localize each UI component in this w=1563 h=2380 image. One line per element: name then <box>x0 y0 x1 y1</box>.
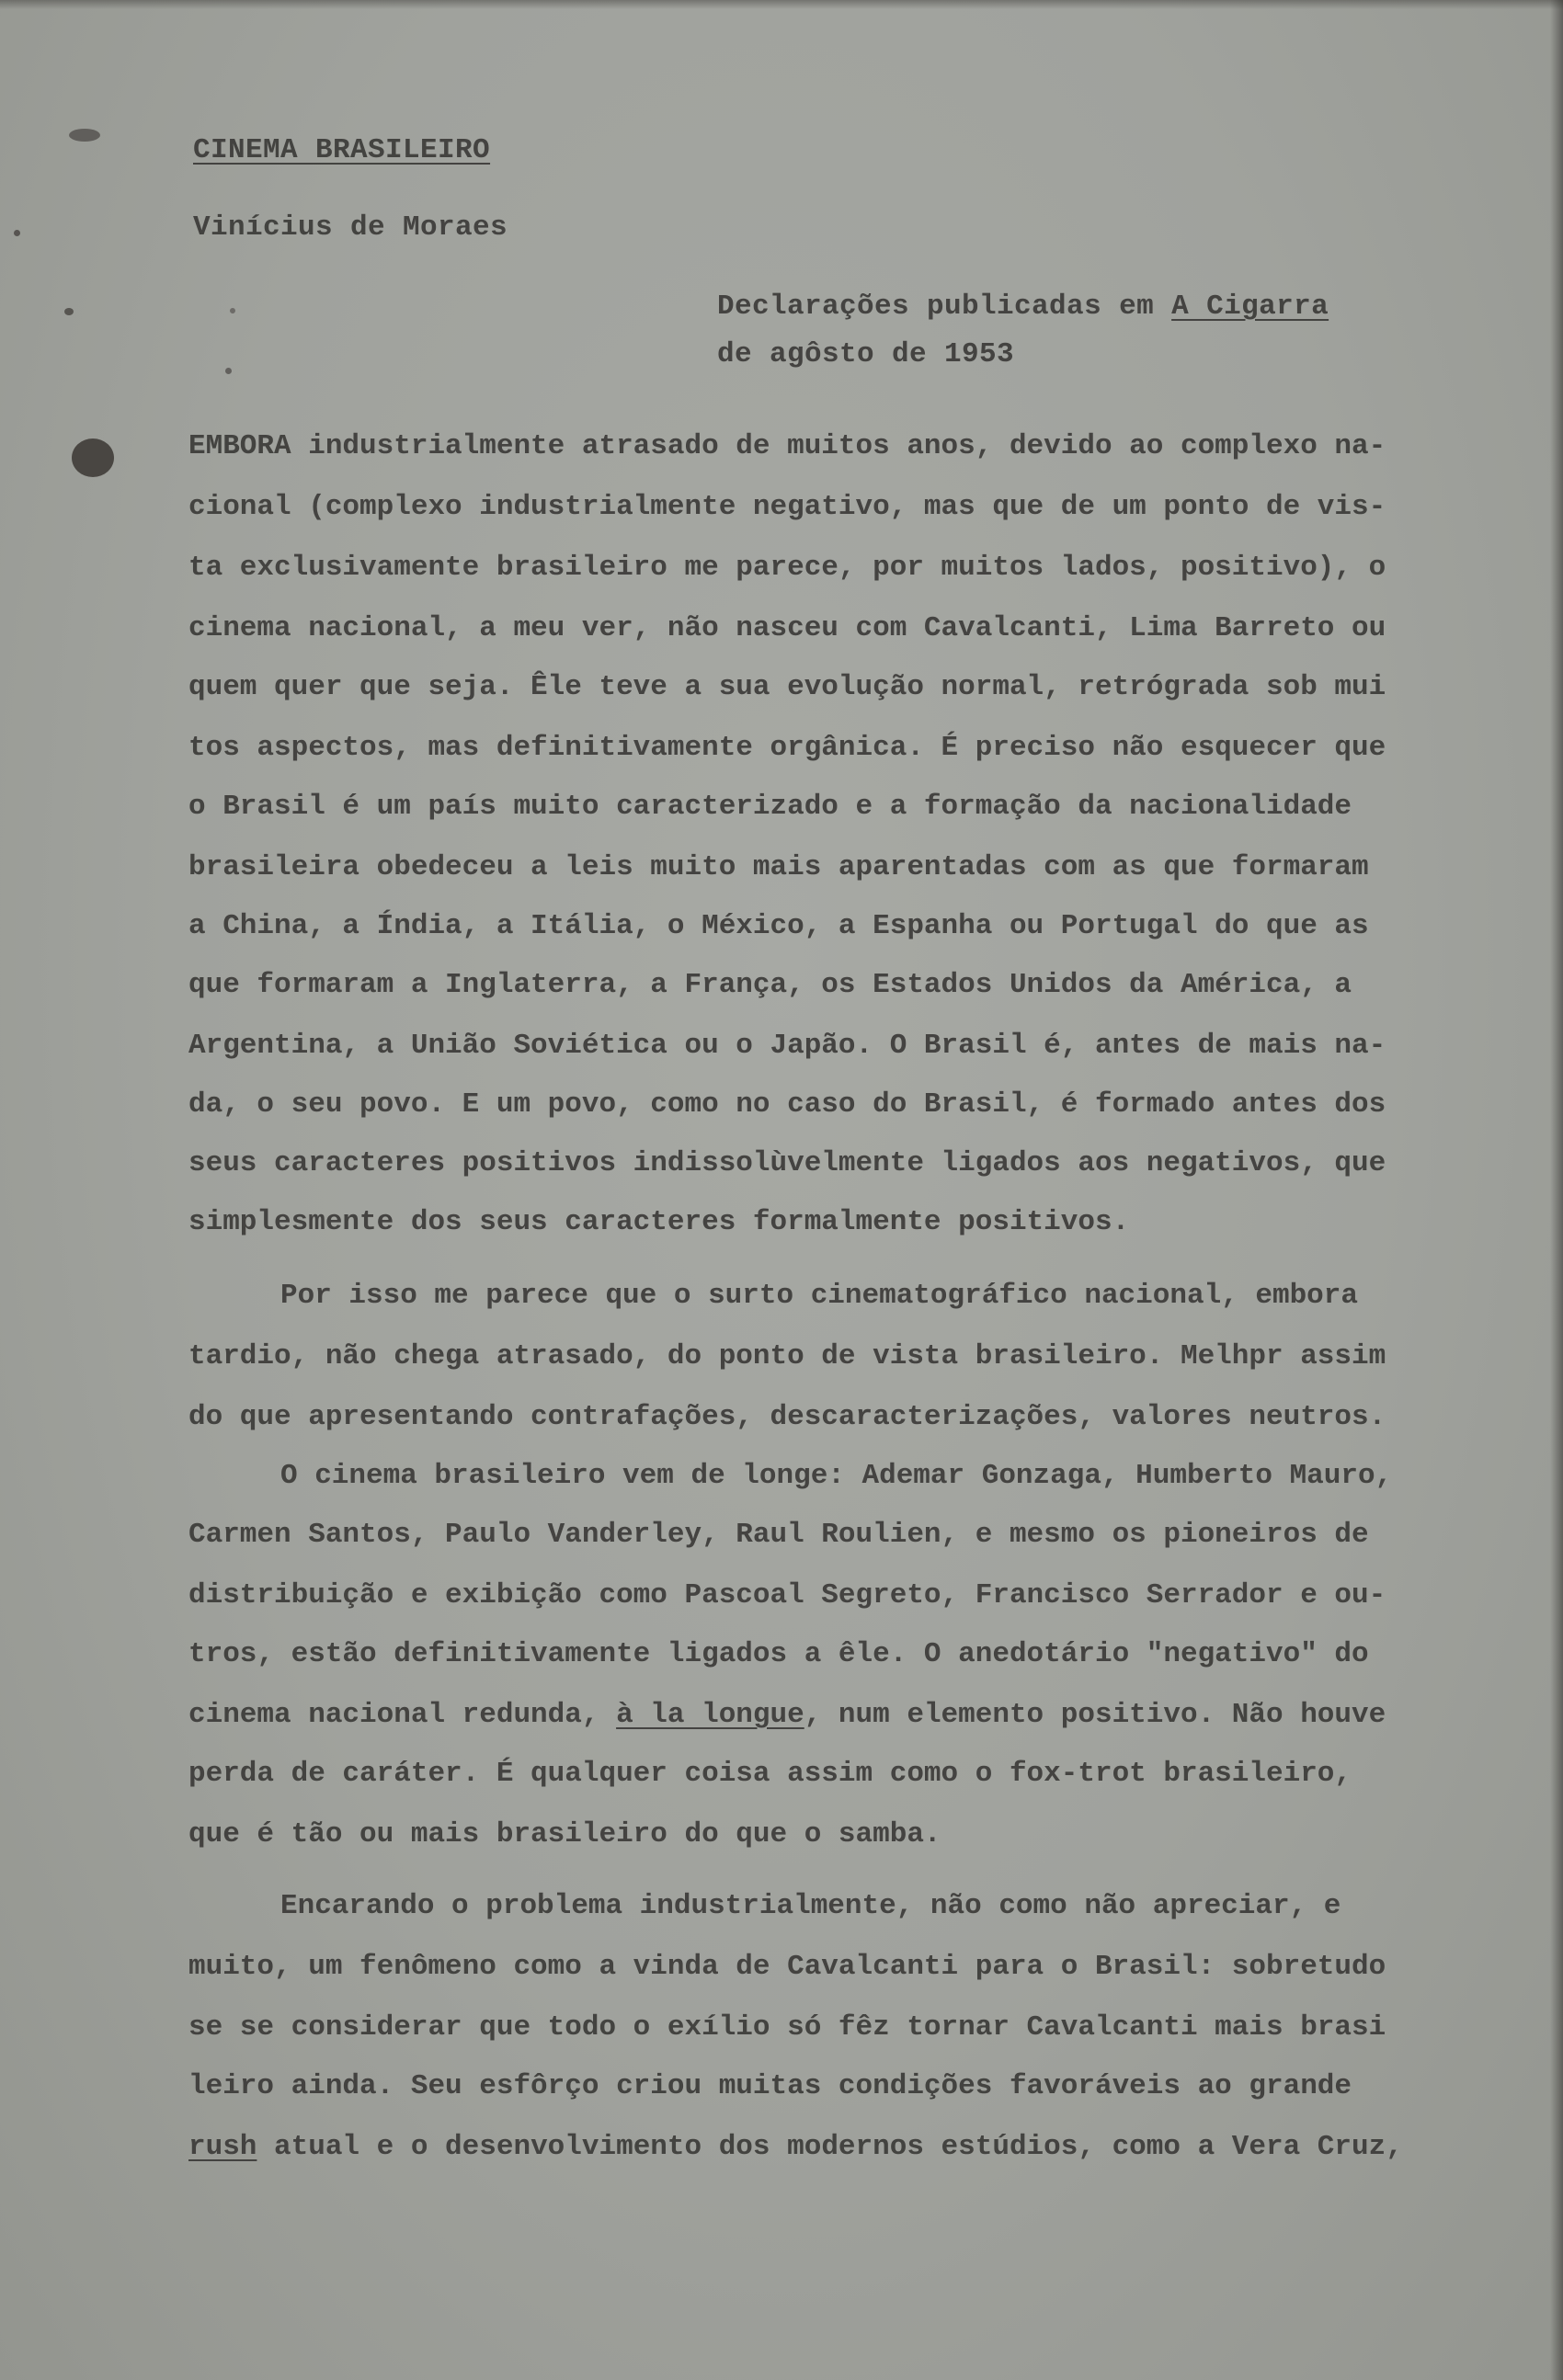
publication-prefix: Declarações publicadas em <box>717 290 1172 323</box>
author-name: Vinícius de Moraes <box>193 211 508 244</box>
body-line <box>188 1701 1386 1729</box>
publication-date: de agôsto de 1953 <box>717 338 1015 370</box>
ink-speck <box>230 308 235 313</box>
body-line: Encarando o problema industrialmente, não como não apreciar, e <box>280 1890 1341 1922</box>
body-line: Argentina, a União Soviética ou o Japão. O Brasil é, antes de mais na- <box>188 1030 1386 1062</box>
magazine-name: A Cigarra <box>1171 290 1329 323</box>
body-line: O cinema brasileiro vem de longe: Ademar Gonzaga, Humberto Mauro, <box>280 1460 1393 1492</box>
ink-speck <box>64 308 74 315</box>
body-line: se se considerar que todo o exílio só fêz tornar Cavalcanti mais brasi <box>188 2011 1386 2044</box>
body-text: , num elemento positivo. Não houve <box>804 1699 1386 1731</box>
body-text: atual e o desenvolvimento dos modernos estúdios, como a Vera Cruz, <box>257 2131 1403 2163</box>
ink-speck <box>14 230 20 236</box>
body-line: cinema nacional, a meu ver, não nasceu com Cavalcanti, Lima Barreto ou <box>188 612 1386 644</box>
ink-speck <box>225 368 232 374</box>
body-line: brasileira obedeceu a leis muito mais aparentadas com as que formaram <box>188 851 1369 883</box>
body-line: o Brasil é um país muito caracterizado e a formação da nacionalidade <box>188 791 1352 823</box>
body-line: simplesmente dos seus caracteres formalmente positivos. <box>188 1206 1130 1238</box>
body-line: da, o seu povo. E um povo, como no caso do Brasil, é formado antes dos <box>188 1088 1386 1121</box>
emphasized-phrase: à la longue <box>616 1699 804 1731</box>
body-line: ta exclusivamente brasileiro me parece, por muitos lados, positivo), o <box>188 552 1386 584</box>
paper-edge-top <box>0 0 1563 9</box>
body-line: Por isso me parece que o surto cinematográfico nacional, embora <box>280 1280 1358 1312</box>
body-line: muito, um fenômeno como a vinda de Cavalcanti para o Brasil: sobretudo <box>188 1951 1386 1983</box>
body-line: tos aspectos, mas definitivamente orgânica. É preciso não esquecer que <box>188 732 1386 764</box>
body-line: que formaram a Inglaterra, a França, os Estados Unidos da América, a <box>188 969 1352 1001</box>
paper-edge-right <box>1550 0 1563 2380</box>
body-line: que é tão ou mais brasileiro do que o samba. <box>188 1818 941 1850</box>
document-title: CINEMA BRASILEIRO <box>193 134 491 166</box>
body-line: tros, estão definitivamente ligados a êle. O anedotário "negativo" do <box>188 1638 1369 1670</box>
emphasized-word: rush <box>188 2131 257 2163</box>
body-line: do que apresentando contrafações, descaracterizações, valores neutros. <box>188 1401 1386 1433</box>
body-line: a China, a Índia, a Itália, o México, a Espanha ou Portugal do que as <box>188 910 1369 942</box>
ink-speck <box>69 129 100 142</box>
body-line: perda de caráter. É qualquer coisa assim como o fox-trot brasileiro, <box>188 1758 1352 1790</box>
body-line <box>188 2133 1403 2161</box>
body-text: cinema nacional redunda, <box>188 1699 617 1731</box>
body-line: distribuição e exibição como Pascoal Segreto, Francisco Serrador e ou- <box>188 1579 1386 1611</box>
body-line: leiro ainda. Seu esfôrço criou muitas condições favoráveis ao grande <box>188 2070 1352 2102</box>
body-line: cional (complexo industrialmente negativo, mas que de um ponto de vis- <box>188 491 1386 523</box>
body-line: EMBORA industrialmente atrasado de muitos anos, devido ao complexo na- <box>188 430 1386 462</box>
ink-stain <box>72 438 114 477</box>
body-line: seus caracteres positivos indissolùvelmente ligados aos negativos, que <box>188 1147 1386 1179</box>
body-line: quem quer que seja. Êle teve a sua evolução normal, retrógrada sob mui <box>188 671 1386 703</box>
body-line: tardio, não chega atrasado, do ponto de vista brasileiro. Melhpr assim <box>188 1340 1386 1372</box>
publication-note <box>717 292 1329 321</box>
body-line: Carmen Santos, Paulo Vanderley, Raul Roulien, e mesmo os pioneiros de <box>188 1519 1369 1551</box>
